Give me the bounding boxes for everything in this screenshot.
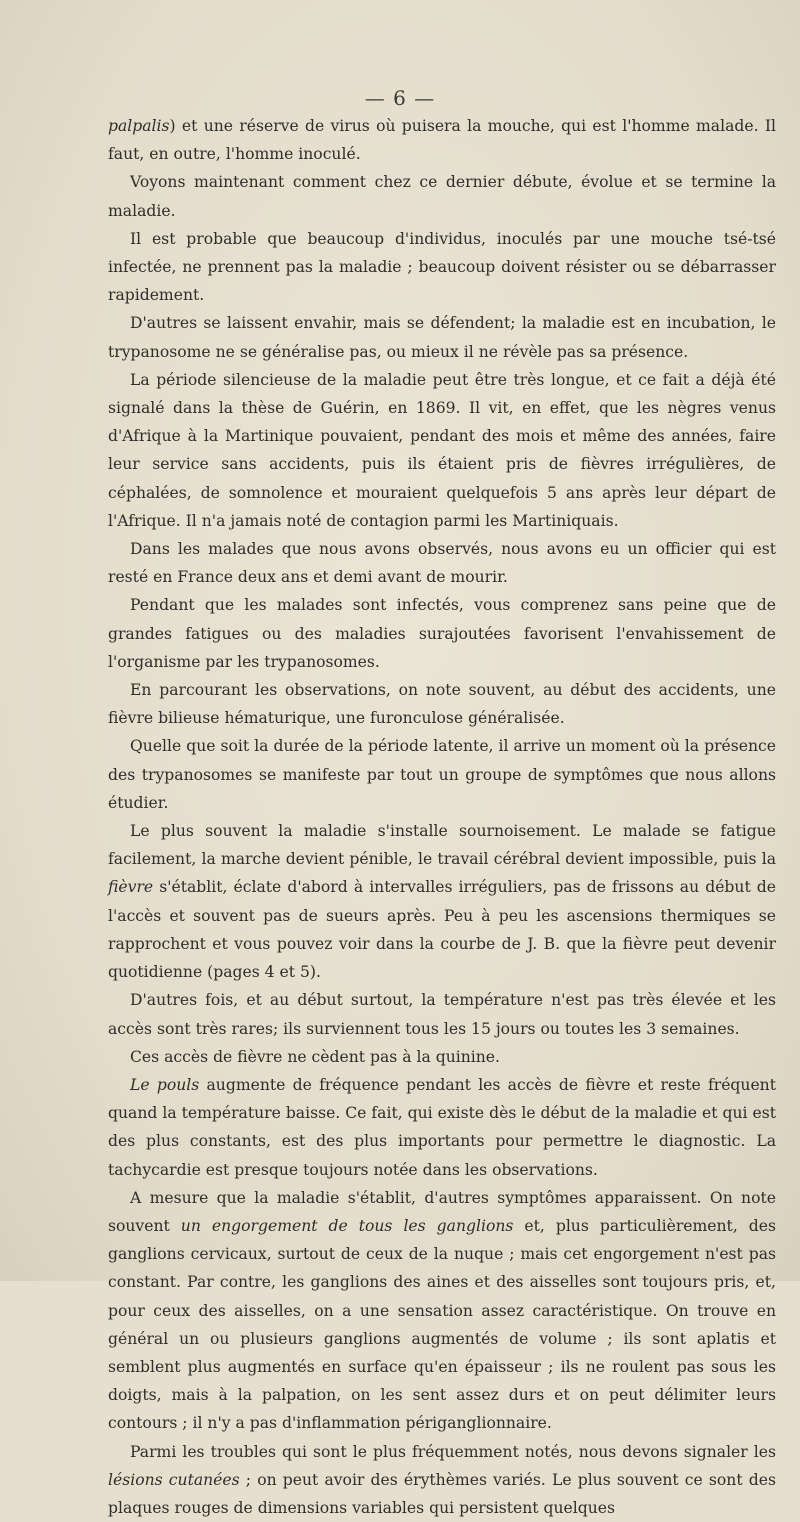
text-run: D'autres fois, et au début surtout, la température n'est pas très élevée et les accès sont très rares; ils surviennent tous les 15 jours ou toutes les 3 semaines. [108,991,776,1038]
paragraph [108,112,776,168]
text-run: et, plus particulièrement, des ganglions cervicaux, surtout de ceux de la nuque ; mais cet engorgement n'est pas constant. Par contre, les ganglions des aines et des aisselles sont toujours pris, et, pour ceux des aisselles, on a une sensation assez caractéristique. On trouve en général un ou plusieurs ganglions augmentés de volume ; ils sont aplatis et semblent plus augmentés en surface qu'en épaisseur ; ils ne roulent pas sous les doigts, mais à la palpation, on les sent assez durs et on peut délimiter leurs contours ; il n'y a pas d'inflammation périganglionnaire. [108,1216,776,1433]
text-run: augmente de fréquence pendant les accès de fièvre et reste fréquent quand la température baisse. Ce fait, qui existe dès le début de la maladie et qui est des plus constants, est des plus importants pour permettre le diagnostic. La tachycardie est presque toujours notée dans les observations. [108,1075,776,1179]
paragraph [108,986,776,1042]
text-run: D'autres se laissent envahir, mais se défendent; la maladie est en incubation, le trypanosome ne se généralise pas, ou mieux il ne révèle pas sa présence. [108,314,776,361]
body-text [108,112,776,1522]
paragraph [108,168,776,224]
paragraph [108,817,776,986]
text-run: Voyons maintenant comment chez ce dernier débute, évolue et se termine la maladie. [108,173,776,220]
italic-text: lésions cutanées [108,1470,240,1489]
text-run: Quelle que soit la durée de la période latente, il arrive un moment où la présence des trypanosomes se manifeste par tout un groupe de symptômes que nous allons étudier. [108,737,776,812]
paragraph [108,366,776,535]
paragraph [108,732,776,817]
text-run: La période silencieuse de la maladie peut être très longue, et ce fait a déjà été signalé dans la thèse de Guérin, en 1869. Il vit, en effet, que les nègres venus d'Afrique à la Martinique pouvaient, pendant des mois et même des années, faire leur service sans accidents, puis ils étaient pris de fièvres irrégulières, de céphalées, de somnolence et mouraient quelquefois 5 ans après leur départ de l'Afrique. Il n'a jamais noté de contagion parmi les Martiniquais. [108,370,776,530]
text-run: Dans les malades que nous avons observés, nous avons eu un officier qui est resté en France deux ans et demi avant de mourir. [108,540,776,587]
text-run: Le plus souvent la maladie s'installe sournoisement. Le malade se fatigue facilement, la marche devient pénible, le travail cérébral devient impossible, puis la [108,822,776,869]
text-run: ) et une réserve de virus où puisera la mouche, qui est l'homme malade. Il faut, en outre, l'homme inoculé. [108,117,776,164]
text-run: Pendant que les malades sont infectés, vous comprenez sans peine que de grandes fatigues ou des maladies surajoutées favorisent l'envahissement de l'organisme par les trypanosomes. [108,596,776,671]
italic-text: Le pouls [130,1075,200,1094]
italic-text: un engorgement de tous les ganglions [180,1216,514,1235]
paragraph [108,225,776,310]
paragraph [108,1043,776,1071]
paragraph [108,1184,776,1438]
text-run: A mesure que la maladie s'établit, d'autres symptômes apparaissent. On note souvent [108,1188,776,1235]
paragraph [108,309,776,365]
text-run: Il est probable que beaucoup d'individus, inoculés par une mouche tsé-tsé infectée, ne prennent pas la maladie ; beaucoup doivent résister ou se débarrasser rapidement. [108,229,776,305]
italic-text: fièvre [108,878,154,897]
text-run: Parmi les troubles qui sont le plus fréquemment notés, nous devons signaler les [130,1442,776,1461]
paragraph [108,1071,776,1184]
text-run: ; on peut avoir des érythèmes variés. Le plus souvent ce sont des plaques rouges de dimensions variables qui persistent quelques [108,1470,776,1517]
paragraph [108,1438,776,1522]
paragraph [108,535,776,591]
text-run: Ces accès de fièvre ne cèdent pas à la quinine. [130,1047,500,1066]
paragraph [108,676,776,732]
page-number: — 6 — [364,86,436,110]
text-run: En parcourant les observations, on note souvent, au début des accidents, une fièvre bilieuse hématurique, une furonculose généralisée. [108,681,776,728]
italic-text: palpalis [108,117,170,135]
text-run: s'établit, éclate d'abord à intervalles irréguliers, pas de frissons au début de l'accès et souvent pas de sueurs après. Peu à peu les ascensions thermiques se rapprochent et vous pouvez voir dans la courbe de J. B. que la fièvre peut devenir quotidienne (pages 4 et 5). [108,878,776,982]
paragraph [108,591,776,676]
